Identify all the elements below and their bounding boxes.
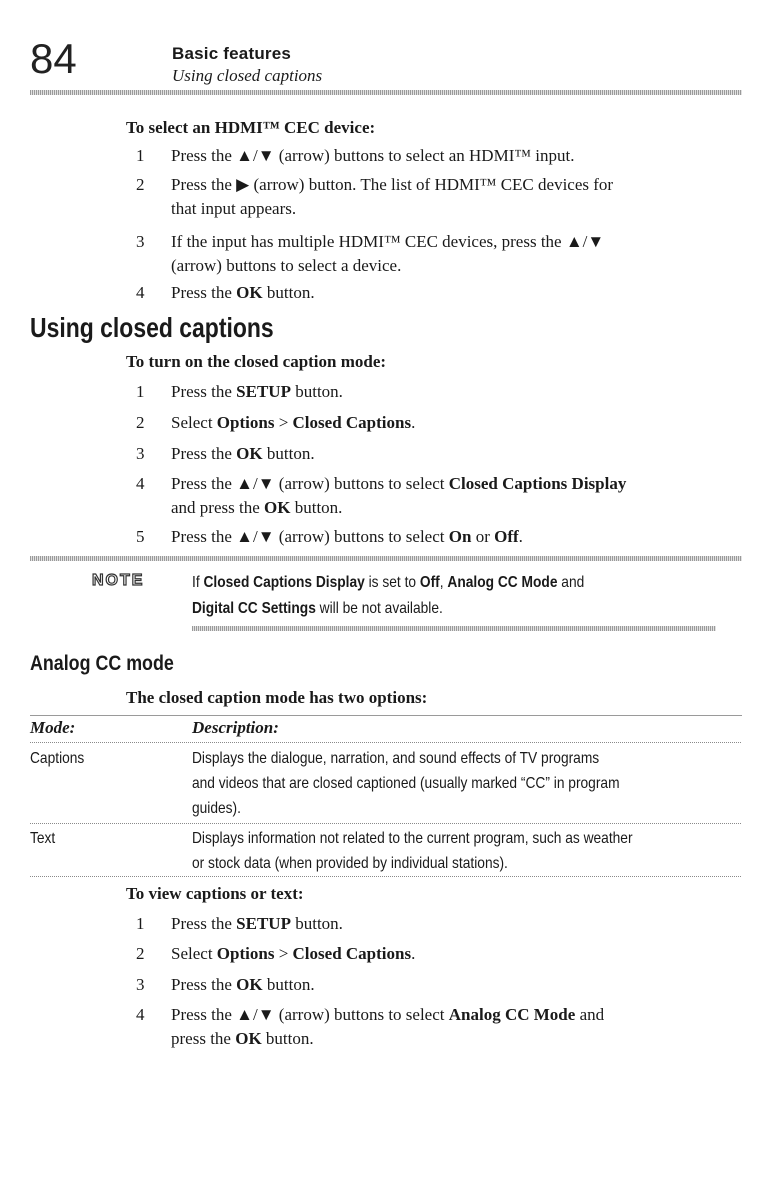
step-line: If the input has multiple HDMI™ CEC devices, press the ▲/▼	[171, 232, 605, 251]
cc-procedure-title: To turn on the closed caption mode:	[126, 352, 387, 371]
step-text: Press the ▲/▼ (arrow) buttons to select an HDMI™ input.	[171, 146, 575, 165]
table-bottom-rule	[30, 876, 742, 877]
step-number: 2	[136, 175, 145, 194]
step-number: 2	[136, 944, 145, 963]
section-heading: Using closed captions	[30, 312, 274, 343]
table-cell-mode: Text	[30, 830, 56, 847]
table-row-rule	[30, 823, 742, 824]
table-header-description: Description:	[192, 718, 279, 737]
step-text: Press the ▲/▼ (arrow) buttons to select Closed Captions Display and press the OK button.	[171, 474, 627, 517]
view-procedure-title: To view captions or text:	[126, 884, 304, 903]
note-text: If Closed Captions Display is set to Off, Analog CC Mode and Digital CC Settings will be not available.	[192, 574, 585, 617]
step-text: Press the SETUP button.	[171, 382, 343, 401]
note-bottom-rule	[192, 626, 716, 631]
hdmi-procedure-title: To select an HDMI™ CEC device:	[126, 118, 376, 137]
step-text	[171, 173, 711, 221]
step-number: 4	[136, 283, 145, 302]
step-text: Select Options > Closed Captions.	[171, 944, 416, 963]
step-line: that input appears.	[171, 199, 297, 218]
step-text: Press the OK button.	[171, 975, 315, 994]
step-text: Press the OK button.	[171, 444, 315, 463]
step-number: 1	[136, 382, 145, 401]
table-intro: The closed caption mode has two options:	[126, 688, 428, 707]
step-number: 3	[136, 444, 145, 463]
table-header-rule	[30, 742, 742, 743]
header-rule	[30, 90, 742, 95]
header-section-title: Basic features	[172, 44, 292, 63]
step-text: Select Options > Closed Captions.	[171, 413, 416, 432]
step-text	[171, 230, 711, 278]
table-cell-description: Displays the dialogue, narration, and sound effects of TV programs and videos that are closed captioned (usually marked “CC” in program guides).	[192, 750, 620, 817]
step-number: 3	[136, 232, 145, 251]
step-number: 1	[136, 146, 145, 165]
note-top-rule	[30, 556, 742, 561]
table-cell-description: Displays information not related to the current program, such as weather or stock data (when provided by individual stations).	[192, 830, 633, 872]
table-cell-mode: Captions	[30, 750, 85, 767]
table-header-mode: Mode:	[30, 718, 76, 737]
page-number: 84	[30, 35, 77, 82]
step-number: 4	[136, 474, 145, 493]
step-number: 4	[136, 1005, 145, 1024]
step-number: 1	[136, 914, 145, 933]
step-line: (arrow) buttons to select a device.	[171, 256, 402, 275]
step-number: 5	[136, 527, 145, 546]
step-text: Press the SETUP button.	[171, 914, 343, 933]
note-label: NOTE	[92, 572, 145, 589]
analog-cc-heading: Analog CC mode	[30, 652, 174, 675]
step-number: 2	[136, 413, 145, 432]
step-number: 3	[136, 975, 145, 994]
header-subsection-title: Using closed captions	[172, 66, 323, 85]
step-text: Press the ▲/▼ (arrow) buttons to select On or Off.	[171, 527, 523, 546]
step-text: Press the ▲/▼ (arrow) buttons to select Analog CC Mode and press the OK button.	[171, 1005, 605, 1048]
step-text: Press the OK button.	[171, 283, 315, 302]
table-top-rule	[30, 715, 742, 716]
step-line: Press the ▶ (arrow) button. The list of HDMI™ CEC devices for	[171, 175, 614, 194]
